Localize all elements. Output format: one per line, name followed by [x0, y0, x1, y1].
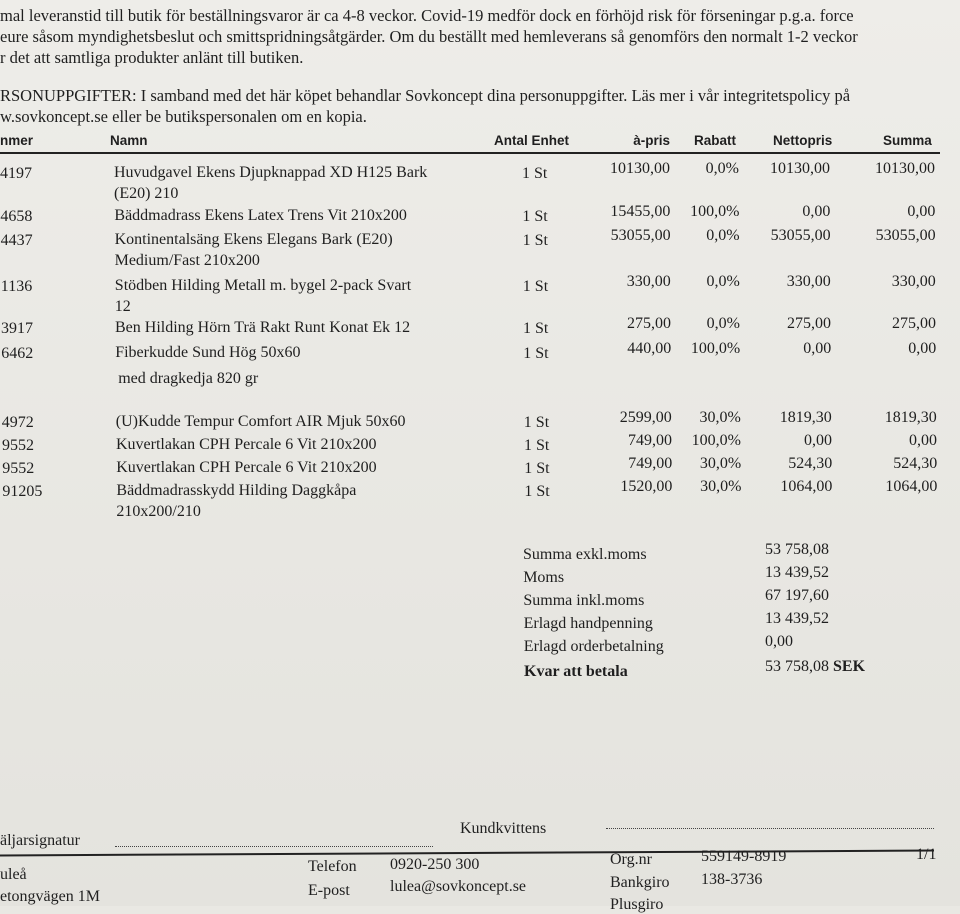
- phone-label: Telefon: [308, 858, 357, 875]
- row-unit-price: 53055,00: [610, 227, 671, 244]
- orgnr-value: 559149-8919: [701, 848, 787, 865]
- row-unit-price: 330,00: [626, 273, 671, 290]
- row-product-name-continued: Medium/Fast 210x200: [114, 252, 260, 269]
- intro-line-3: r det att samtliga produkter anlänt till butiken.: [0, 48, 304, 67]
- email-label: E-post: [308, 882, 350, 899]
- orgnr-label: Org.nr: [610, 851, 652, 868]
- total-value: 53 758,08: [765, 541, 829, 558]
- row-item-number: 91205: [2, 483, 43, 500]
- row-item-number: 4972: [1, 414, 34, 431]
- row-unit-price: 2599,00: [619, 409, 672, 426]
- store-street: etongvägen 1M: [0, 888, 100, 905]
- footer-rule: [0, 850, 934, 856]
- total-value: 13 439,52: [765, 610, 829, 627]
- col-header-number: nmer: [0, 133, 34, 148]
- row-net-price: 275,00: [787, 315, 831, 332]
- customer-receipt-line: [606, 828, 934, 829]
- row-unit-price: 15455,00: [610, 203, 671, 220]
- currency-unit: SEK: [833, 658, 866, 675]
- row-sum: 1064,00: [885, 478, 938, 495]
- row-product-name: Kuvertlakan CPH Percale 6 Vit 210x200: [116, 436, 377, 453]
- row-item-number: 6462: [1, 345, 34, 362]
- col-header-discount: Rabatt: [694, 133, 737, 148]
- intro-line-2: eure såsom myndighetsbeslut och smittspridningsåtgärder. Om du beställt med hemleverans så genomförs den normalt 1-2 veckor: [0, 27, 858, 46]
- col-header-unit-price: à-pris: [633, 133, 670, 148]
- email-value: lulea@sovkoncept.se: [390, 878, 527, 895]
- plusgiro-label: Plusgiro: [610, 896, 664, 913]
- row-sum: 10130,00: [875, 160, 935, 177]
- bankgiro-value: 138-3736: [701, 871, 763, 888]
- row-discount: 30,0%: [700, 478, 742, 495]
- phone-value: 0920-250 300: [390, 856, 480, 873]
- row-item-number: 3917: [1, 320, 33, 337]
- row-discount: 30,0%: [699, 455, 742, 472]
- row-sum: 0,00: [909, 432, 937, 449]
- total-label: Summa inkl.moms: [523, 592, 645, 609]
- row-discount: 100,0%: [690, 203, 740, 220]
- row-net-price: 10130,00: [770, 160, 830, 177]
- row-discount: 100,0%: [691, 432, 741, 449]
- row-product-name-continued: 12: [114, 298, 131, 315]
- row-quantity: 1 St: [522, 208, 548, 225]
- row-quantity: 1 St: [524, 460, 550, 477]
- intro-line-4: RSONUPPGIFTER: I samband med det här köpet behandlar Sovkoncept dina personuppgifter. Läs mer i vår integritetspolicy på: [0, 86, 851, 105]
- row-net-price: 330,00: [786, 273, 831, 290]
- store-city: uleå: [0, 866, 27, 883]
- row-product-name-continued: (E20) 210: [114, 185, 179, 202]
- row-discount: 0,0%: [705, 160, 739, 177]
- row-product-name-continued: med dragkedja 820 gr: [118, 370, 259, 387]
- row-item-number: 9552: [2, 437, 34, 454]
- row-discount: 0,0%: [706, 273, 740, 290]
- row-quantity: 1 St: [523, 320, 549, 337]
- row-item-number: 4437: [0, 232, 33, 249]
- col-header-name: Namn: [110, 133, 148, 148]
- row-unit-price: 275,00: [627, 315, 671, 332]
- row-discount: 100,0%: [690, 340, 741, 357]
- row-sum: 0,00: [907, 203, 936, 220]
- row-net-price: 0,00: [804, 432, 832, 449]
- row-quantity: 1 St: [523, 345, 549, 362]
- row-discount: 30,0%: [699, 409, 741, 426]
- row-net-price: 0,00: [802, 203, 831, 220]
- row-product-name: Bäddmadrasskydd Hilding Daggkåpa: [116, 482, 357, 499]
- row-quantity: 1 St: [523, 414, 550, 431]
- row-quantity: 1 St: [522, 278, 549, 295]
- row-sum: 275,00: [892, 315, 936, 332]
- row-item-number: 4658: [0, 208, 33, 225]
- seller-signature-line: [115, 846, 433, 847]
- header-rule: [0, 152, 940, 154]
- customer-receipt-label: Kundkvittens: [460, 820, 547, 837]
- row-discount: 0,0%: [706, 315, 740, 332]
- row-product-name: Ben Hilding Hörn Trä Rakt Runt Konat Ek 12: [115, 319, 411, 336]
- row-sum: 0,00: [908, 340, 937, 357]
- row-sum: 53055,00: [875, 227, 936, 244]
- col-header-sum: Summa: [883, 133, 932, 148]
- row-product-name: (U)Kudde Tempur Comfort AIR Mjuk 50x60: [115, 413, 406, 430]
- total-label: Summa exkl.moms: [523, 546, 647, 563]
- page-number: 1/1: [916, 846, 937, 863]
- col-header-net-price: Nettopris: [773, 133, 833, 148]
- total-label: Moms: [523, 569, 565, 586]
- row-product-name: Huvudgavel Ekens Djupknappad XD H125 Bark: [114, 164, 428, 181]
- row-discount: 0,0%: [706, 227, 740, 244]
- row-quantity: 1 St: [524, 437, 550, 454]
- row-net-price: 524,30: [788, 455, 833, 472]
- row-unit-price: 1520,00: [620, 478, 673, 495]
- total-label: Erlagd handpenning: [523, 615, 653, 632]
- total-value: 0,00: [765, 633, 793, 650]
- row-item-number: 4197: [0, 165, 32, 182]
- col-header-qty-unit: Antal Enhet: [494, 133, 570, 148]
- row-product-name: Bäddmadrass Ekens Latex Trens Vit 210x200: [114, 207, 407, 224]
- bankgiro-label: Bankgiro: [610, 874, 670, 891]
- row-net-price: 1819,30: [779, 409, 832, 426]
- row-product-name-continued: 210x200/210: [116, 503, 201, 520]
- intro-line-1: mal leveranstid till butik för beställningsvaror är ca 4-8 veckor. Covid-19 medför dock en förhöjd risk för förseningar p.g.a. force: [0, 6, 854, 25]
- seller-signature-label: äljarsignatur: [0, 832, 80, 849]
- total-value: 13 439,52: [765, 564, 829, 581]
- row-unit-price: 10130,00: [610, 160, 670, 177]
- row-unit-price: 749,00: [628, 455, 673, 472]
- row-net-price: 53055,00: [770, 227, 831, 244]
- intro-line-5: w.sovkoncept.se eller be butikspersonalen om en kopia.: [0, 107, 367, 126]
- row-item-number: 9552: [2, 460, 35, 477]
- row-product-name: Fiberkudde Sund Hög 50x60: [115, 344, 301, 361]
- row-item-number: 1136: [0, 278, 33, 295]
- total-label: Kvar att betala: [524, 663, 628, 680]
- row-sum: 524,30: [893, 455, 938, 472]
- amount-due-value: 53 758,08 SEK: [765, 658, 866, 675]
- row-product-name: Kuvertlakan CPH Percale 6 Vit 210x200: [116, 459, 377, 476]
- row-net-price: 1064,00: [780, 478, 833, 495]
- row-sum: 330,00: [891, 273, 936, 290]
- total-value: 67 197,60: [765, 587, 829, 604]
- total-label: Erlagd orderbetalning: [523, 638, 664, 655]
- row-sum: 1819,30: [884, 409, 937, 426]
- row-net-price: 0,00: [803, 340, 832, 357]
- row-quantity: 1 St: [524, 483, 550, 500]
- row-unit-price: 440,00: [627, 340, 672, 357]
- row-product-name: Stödben Hilding Metall m. bygel 2-pack Svart: [114, 277, 412, 294]
- row-unit-price: 749,00: [628, 432, 672, 449]
- row-quantity: 1 St: [522, 232, 548, 249]
- row-quantity: 1 St: [522, 165, 548, 182]
- row-product-name: Kontinentalsäng Ekens Elegans Bark (E20): [114, 231, 393, 248]
